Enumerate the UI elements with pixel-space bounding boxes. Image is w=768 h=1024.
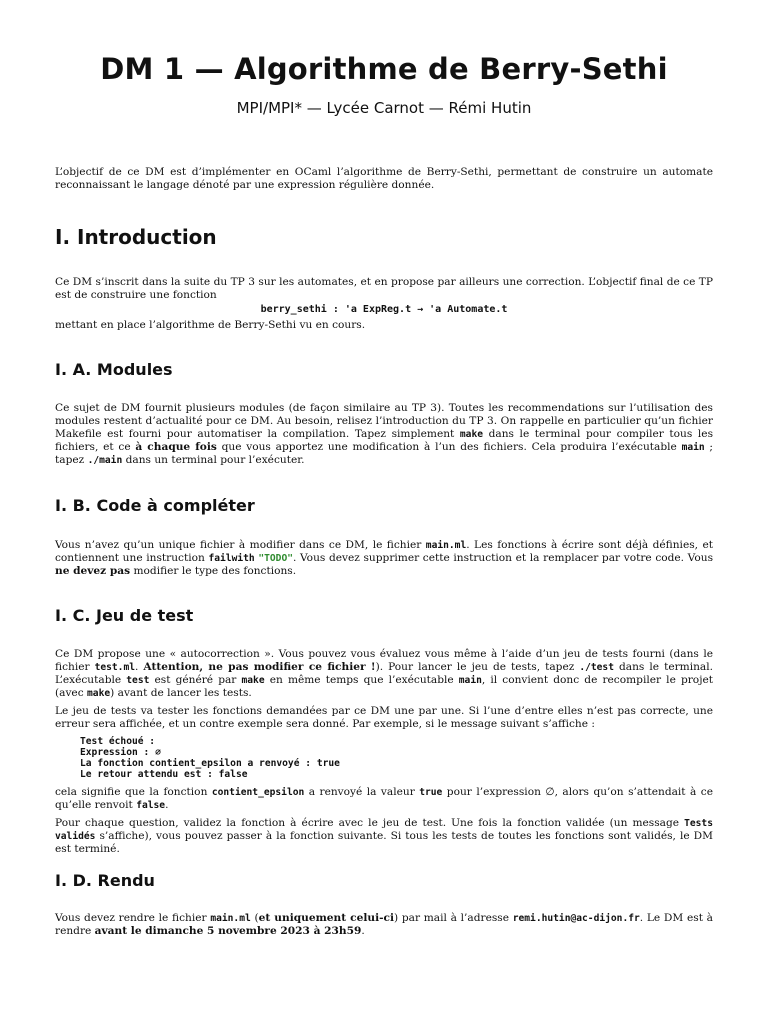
code-paragraph: Vous n’avez qu’un unique fichier à modifier dans ce DM, le fichier main.ml. Les fonctions à écrire sont déjà définies, et contiennent une instruction failwith "TODO". Vous devez supprimer cette instruction et la remplacer par votre code. Vous ne devez pas modifier le type des fonctions. (55, 539, 714, 577)
tests-valides-message: Tests validés (55, 818, 713, 842)
heading-modules: I. A. Modules (55, 360, 173, 379)
rendu-paragraph: Vous devez rendre le fichier main.ml (et uniquement celui-ci) par mail à l’adresse remi.hutin@ac-dijon.fr. Le DM est à rendre avant le dimanche 5 novembre 2023 à 23h59. (55, 912, 713, 937)
code-line: Expression : ∅ (80, 747, 161, 758)
introduction-paragraph-end: mettant en place l’algorithme de Berry-Sethi vu en cours. (55, 319, 366, 331)
document-subtitle: MPI/MPI* — Lycée Carnot — Rémi Hutin (236, 99, 532, 117)
heading-test: I. C. Jeu de test (55, 606, 194, 625)
todo-string: "TODO" (258, 553, 293, 564)
modules-paragraph: Ce sujet de DM fournit plusieurs modules (de façon similaire au TP 3). Toutes les recommendations sur l’utilisation des modules restent d’actualité pour ce DM. Au besoin, relisez l’introduction du TP 3. On rappelle en particulier qu’un fichier Makefile est fourni pour automatiser la compilation. Tapez simplement make dans le terminal pour compiler tous les fichiers, et ce à chaque fois que vous apportez une modification à l’un des fichiers. Cela produira l’exécutable main ; tapez ./main dans un terminal pour l’exécuter. (55, 402, 714, 466)
test-executable: test (126, 675, 150, 686)
berry-sethi-signature: berry_sethi : 'a ExpReg.t → 'a Automate.t (260, 304, 508, 315)
make-command: make (87, 688, 111, 699)
intro-paragraph: L’objectif de ce DM est d’implémenter en OCaml l’algorithme de Berry-Sethi, permettant de construire un automate reconnaissant le langage dénoté par une expression régulière donnée. (55, 166, 713, 191)
test-ml-file: test.ml (94, 662, 136, 673)
code-line: Le retour attendu est : false (80, 769, 248, 780)
document-title: DM 1 — Algorithme de Berry-Sethi (100, 52, 668, 86)
run-main-command: ./main (87, 455, 123, 466)
true-value: true (419, 787, 443, 798)
test-paragraph-4: Pour chaque question, validez la fonction à écrire avec le jeu de test. Une fois la fonction validée (un message Tests validés s’affiche), vous pouvez passer à la fonction suivante. Si tous les tests de toutes les fonctions sont validés, le DM est terminé. (55, 817, 713, 855)
heading-introduction: I. Introduction (55, 225, 217, 249)
test-output-block (80, 736, 340, 780)
contient-epsilon-fn: contient_epsilon (211, 787, 305, 798)
test-paragraph-3: cela signifie que la fonction contient_epsilon a renvoyé la valeur true pour l’expression ∅, alors qu’on s’attendait à ce qu’elle renvoit false. (55, 786, 714, 811)
introduction-paragraph: Ce DM s’inscrit dans la suite du TP 3 sur les automates, et en propose par ailleurs une correction. L’objectif final de ce TP est de construire une fonction (55, 276, 713, 301)
make-command: make (241, 675, 265, 686)
heading-rendu: I. D. Rendu (55, 871, 155, 890)
main-ml-file: main.ml (210, 913, 251, 924)
code-line: Test échoué : (80, 736, 156, 747)
code-line: La fonction contient_epsilon a renvoyé : true (80, 758, 340, 769)
failwith-keyword: failwith (208, 553, 255, 564)
test-paragraph-1: Ce DM propose une « autocorrection ». Vous pouvez vous évaluez vous même à l’aide d’un jeu de tests fourni (dans le fichier test.ml. Attention, ne pas modifier ce fichier !). Pour lancer le jeu de tests, tapez ./test dans le terminal. L’exécutable test est généré par make en même temps que l’exécutable main, il convient donc de recompiler le projet (avec make) avant de lancer les tests. (55, 648, 714, 699)
heading-code: I. B. Code à compléter (55, 496, 255, 515)
test-paragraph-2: Le jeu de tests va tester les fonctions demandées par ce DM une par une. Si l’une d’entre elles n’est pas correcte, une erreur sera affichée, et un contre exemple sera donné. Par exemple, si le message suivant s’affiche : (55, 705, 713, 730)
false-value: false (136, 800, 166, 811)
run-test-command: ./test (579, 662, 614, 673)
main-ml-file: main.ml (425, 540, 467, 551)
main-executable: main (458, 675, 482, 686)
email-address: remi.hutin@ac-dijon.fr (512, 913, 640, 924)
make-command: make (459, 429, 484, 440)
main-executable: main (681, 442, 705, 453)
